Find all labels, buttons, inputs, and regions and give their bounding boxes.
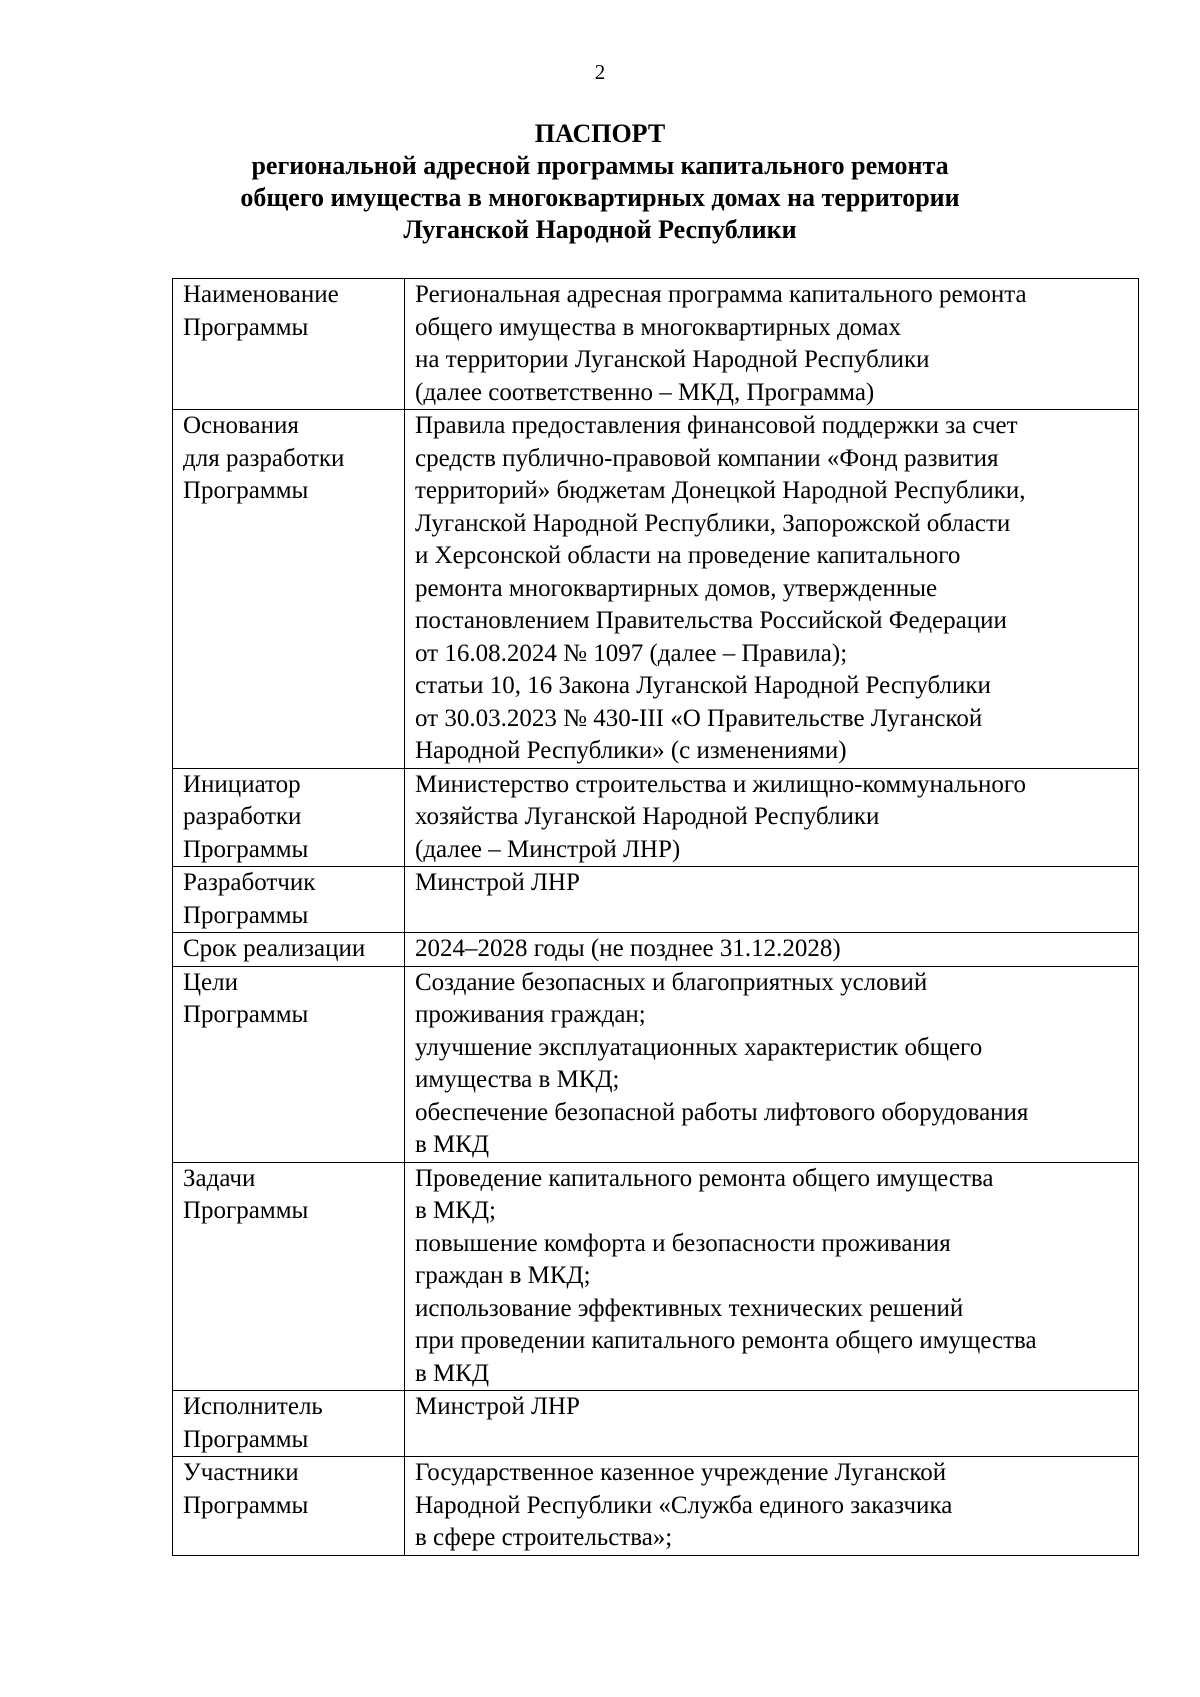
title-main: ПАСПОРТ <box>534 119 666 148</box>
row-value-line: хозяйства Луганской Народной Республики <box>415 803 880 830</box>
row-label-cell <box>173 279 405 410</box>
row-label-line: Программы <box>183 1001 309 1028</box>
row-label-line: Разработчик <box>183 869 316 896</box>
table-row <box>173 966 1139 1162</box>
row-value-cell <box>405 966 1139 1162</box>
row-value-line: проживания граждан; <box>415 1001 646 1028</box>
row-value-cell <box>405 410 1139 769</box>
title-line-3: Луганской Народной Республики <box>403 215 797 244</box>
row-value-line: средств публично-правовой компании «Фонд развития <box>415 444 999 472</box>
row-label-line: Программы <box>183 313 309 341</box>
row-label-cell <box>173 1391 405 1457</box>
row-label-line: Участники <box>183 1459 299 1486</box>
row-label-cell <box>173 966 405 1162</box>
row-value-cell <box>405 867 1139 933</box>
title-line-2: общего имущества в многоквартирных домах на территории <box>240 183 960 212</box>
row-value-line: Создание безопасных и благоприятных условий <box>415 968 928 996</box>
row-label-cell <box>173 867 405 933</box>
row-value-line: в МКД; <box>415 1197 496 1224</box>
table-row <box>173 867 1139 933</box>
document-title <box>0 118 1200 246</box>
row-label-line: Задачи <box>183 1164 256 1192</box>
row-value-line: обеспечение безопасной работы лифтового оборудования <box>415 1098 1029 1126</box>
row-label-cell <box>173 1457 405 1556</box>
row-value-line: имущества в МКД; <box>415 1066 620 1093</box>
row-label-line: Программы <box>183 1197 309 1224</box>
row-value-line: (далее – Минстрой ЛНР) <box>415 835 681 863</box>
row-label-line: Программы <box>183 1425 309 1453</box>
page-number: 2 <box>594 60 606 84</box>
title-line-1: региональной адресной программы капитального ремонта <box>251 151 949 180</box>
row-value-cell <box>405 933 1139 967</box>
row-label-line: Основания <box>183 412 299 439</box>
row-value-line: 2024–2028 годы (не позднее 31.12.2028) <box>415 935 841 962</box>
row-value-line: Луганской Народной Республики, Запорожской области <box>415 509 1011 537</box>
row-value-line: статьи 10, 16 Закона Луганской Народной Республики <box>415 672 991 699</box>
row-label-line: для разработки <box>183 444 345 472</box>
row-value-line: в МКД <box>415 1131 490 1158</box>
table-row <box>173 410 1139 769</box>
row-value-line: улучшение эксплуатационных характеристик общего <box>415 1033 983 1061</box>
row-value-line: повышение комфорта и безопасности проживания <box>415 1229 951 1257</box>
row-label-line: Инициатор <box>183 770 301 798</box>
row-value-line: Минстрой ЛНР <box>415 869 580 896</box>
table-row <box>173 279 1139 410</box>
row-value-line: территорий» бюджетам Донецкой Народной Республики, <box>415 477 1026 504</box>
row-value-line: использование эффективных технических решений <box>415 1294 964 1322</box>
row-label-line: Наименование <box>183 281 339 308</box>
row-value-cell <box>405 1162 1139 1391</box>
row-value-line: постановлением Правительства Российской Федерации <box>415 607 1007 634</box>
row-label-cell <box>173 933 405 967</box>
row-value-line: (далее соответственно – МКД, Программа) <box>415 378 875 406</box>
row-value-line: Государственное казенное учреждение Луганской <box>415 1459 947 1486</box>
row-label-line: Программы <box>183 1491 309 1519</box>
row-value-cell <box>405 768 1139 867</box>
row-value-line: от 16.08.2024 № 1097 (далее – Правила); <box>415 639 848 667</box>
row-label-cell <box>173 410 405 769</box>
row-value-line: при проведении капитального ремонта общего имущества <box>415 1327 1037 1354</box>
row-label-line: разработки <box>183 803 302 830</box>
table-row <box>173 933 1139 967</box>
row-label-line: Программы <box>183 477 309 504</box>
row-label-line: Цели <box>183 968 239 996</box>
row-value-line: ремонта многоквартирных домов, утвержденные <box>415 574 938 602</box>
row-value-line: на территории Луганской Народной Республики <box>415 346 930 373</box>
row-value-line: Народной Республики «Служба единого заказчика <box>415 1491 953 1519</box>
table-row <box>173 1162 1139 1391</box>
table-row <box>173 768 1139 867</box>
row-value-line: и Херсонской области на проведение капитального <box>415 542 961 569</box>
row-value-cell <box>405 1457 1139 1556</box>
row-label-line: Программы <box>183 901 309 929</box>
row-value-line: общего имущества в многоквартирных домах <box>415 313 901 341</box>
row-value-line: Народной Республики» (с изменениями) <box>415 737 847 764</box>
row-value-line: в МКД <box>415 1359 490 1387</box>
table-row <box>173 1457 1139 1556</box>
row-value-cell <box>405 279 1139 410</box>
row-value-line: граждан в МКД; <box>415 1262 591 1289</box>
row-value-line: Проведение капитального ремонта общего имущества <box>415 1164 994 1192</box>
table-row <box>173 1391 1139 1457</box>
row-value-line: Правила предоставления финансовой поддержки за счет <box>415 412 1018 439</box>
passport-table <box>172 278 1139 1556</box>
row-label-cell <box>173 768 405 867</box>
row-value-cell <box>405 1391 1139 1457</box>
row-value-line: Региональная адресная программа капитального ремонта <box>415 281 1027 308</box>
row-label-line: Срок реализации <box>183 935 366 962</box>
row-label-line: Программы <box>183 835 309 863</box>
row-value-line: Министерство строительства и жилищно-коммунального <box>415 770 1027 798</box>
row-value-line: от 30.03.2023 № 430-III «О Правительстве Луганской <box>415 704 983 732</box>
row-value-line: Минстрой ЛНР <box>415 1393 580 1420</box>
row-label-line: Исполнитель <box>183 1393 323 1420</box>
row-value-line: в сфере строительства»; <box>415 1524 673 1551</box>
row-label-cell <box>173 1162 405 1391</box>
